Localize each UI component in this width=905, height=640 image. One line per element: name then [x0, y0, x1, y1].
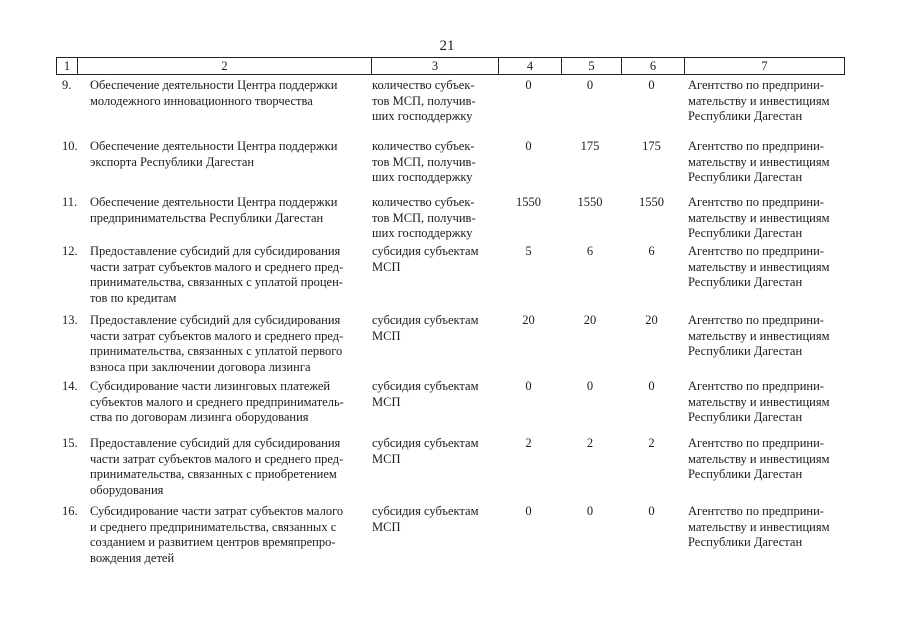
measure-name: Предоставление субсидий для субсидирования части затрат субъектов малого и среднего пред- принимательства, связанных с приобретением оборудования	[90, 436, 344, 497]
responsible-agency: Агентство по предприни- мательству и инвестициям Республики Дагестан	[688, 244, 830, 289]
page-number: 21	[439, 38, 455, 54]
header-col-5: 5	[561, 58, 621, 74]
value-col-6: 20	[645, 313, 658, 327]
value-col-6: 0	[648, 504, 655, 518]
value-col-6: 2	[648, 436, 655, 450]
header-col-7: 7	[684, 58, 844, 74]
row-number: 15.	[62, 436, 78, 450]
indicator-name: субсидия субъектам МСП	[372, 379, 479, 409]
measure-name: Обеспечение деятельности Центра поддержки экспорта Республики Дагестан	[90, 139, 338, 169]
responsible-agency: Агентство по предприни- мательству и инвестициям Республики Дагестан	[688, 504, 830, 549]
value-col-5: 1550	[577, 195, 603, 209]
row-number: 11.	[62, 195, 78, 209]
row-number: 13.	[62, 313, 78, 327]
value-col-4: 0	[525, 504, 532, 518]
responsible-agency: Агентство по предприни- мательству и инвестициям Республики Дагестан	[688, 379, 830, 424]
responsible-agency: Агентство по предприни- мательству и инвестициям Республики Дагестан	[688, 78, 830, 123]
value-col-4: 20	[522, 313, 535, 327]
value-col-6: 0	[648, 379, 655, 393]
value-col-5: 20	[583, 313, 597, 327]
header-col-3: 3	[371, 58, 498, 74]
value-col-4: 0	[525, 78, 532, 92]
row-number: 10.	[62, 139, 78, 153]
value-col-4: 5	[525, 244, 532, 258]
value-col-4: 2	[525, 436, 532, 450]
indicator-name: субсидия субъектам МСП	[372, 313, 479, 343]
measure-name: Субсидирование части лизинговых платежей субъектов малого и среднего предприниматель- ства по договорам лизинга оборудования	[90, 379, 344, 424]
value-col-6: 0	[648, 78, 655, 92]
value-col-4: 1550	[516, 195, 541, 209]
indicator-name: субсидия субъектам МСП	[372, 504, 479, 534]
value-col-4: 0	[525, 379, 532, 393]
value-col-6: 6	[648, 244, 655, 258]
responsible-agency: Агентство по предприни- мательству и инвестициям Республики Дагестан	[688, 195, 830, 240]
value-col-6: 175	[642, 139, 661, 153]
header-col-6: 6	[621, 58, 684, 74]
value-col-5: 175	[580, 139, 600, 153]
value-col-6: 1550	[639, 195, 664, 209]
header-col-2: 2	[77, 58, 371, 74]
row-number: 14.	[62, 379, 78, 393]
responsible-agency: Агентство по предприни- мательству и инвестициям Республики Дагестан	[688, 436, 830, 481]
value-col-5: 0	[586, 379, 594, 393]
value-col-5: 0	[586, 78, 594, 92]
measure-name: Субсидирование части затрат субъектов малого и среднего предпринимательства, связанных с созданием и развитием центров времяпрепро- вождения детей	[90, 504, 344, 565]
indicator-name: субсидия субъектам МСП	[372, 244, 479, 274]
value-col-5: 2	[586, 436, 594, 450]
row-number: 9.	[62, 78, 72, 92]
header-col-1: 1	[63, 59, 71, 73]
value-col-5: 0	[586, 504, 594, 518]
measure-name: Предоставление субсидий для субсидирования части затрат субъектов малого и среднего пред- принимательства, связанных с уплатой первого взноса при заключении договора лизинга	[90, 313, 344, 374]
indicator-name: субсидия субъектам МСП	[372, 436, 479, 466]
measure-name: Предоставление субсидий для субсидирования части затрат субъектов малого и среднего пред- принимательства, связанных с уплатой процен- тов по кредитам	[90, 244, 344, 305]
indicator-name: количество субъек- тов МСП, получив- ших господдержку	[372, 139, 476, 184]
responsible-agency: Агентство по предприни- мательству и инвестициям Республики Дагестан	[688, 313, 830, 358]
indicator-name: количество субъек- тов МСП, получив- ших господдержку	[372, 195, 476, 240]
row-number: 12.	[62, 244, 78, 258]
value-col-5: 6	[586, 244, 594, 258]
header-col-4: 4	[498, 58, 561, 74]
responsible-agency: Агентство по предприни- мательству и инвестициям Республики Дагестан	[688, 139, 830, 184]
row-number: 16.	[62, 504, 78, 518]
indicator-name: количество субъек- тов МСП, получив- ших господдержку	[372, 78, 476, 123]
measure-name: Обеспечение деятельности Центра поддержки молодежного инновационного творчества	[90, 78, 338, 108]
value-col-4: 0	[525, 139, 532, 153]
measure-name: Обеспечение деятельности Центра поддержки предпринимательства Республики Дагестан	[90, 195, 338, 225]
